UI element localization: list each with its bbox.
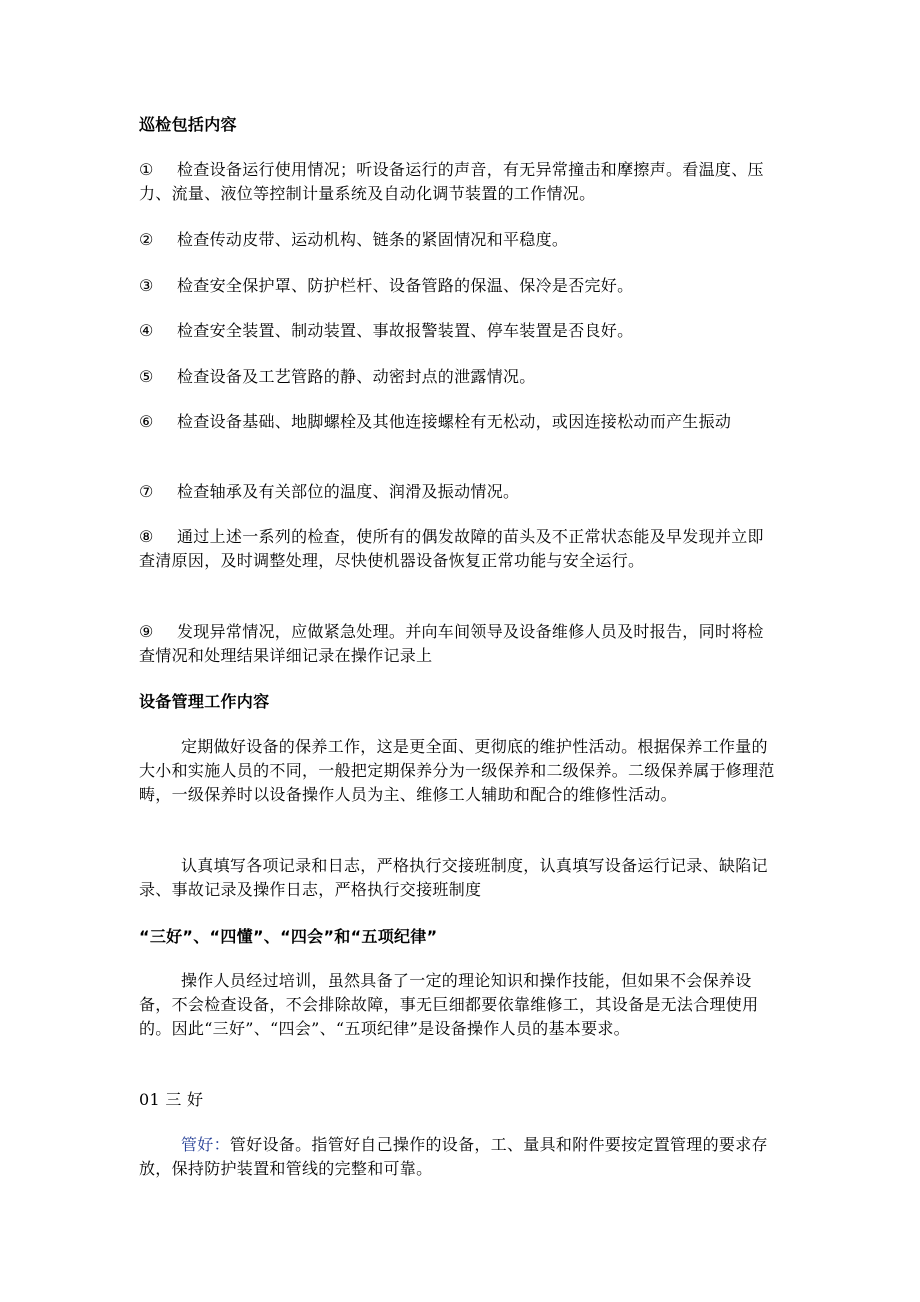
term-label: 管好： — [181, 1135, 230, 1154]
inspection-item-3 — [139, 274, 779, 298]
item-number: ⑦ — [139, 482, 154, 501]
item-number: ① — [139, 160, 154, 179]
three-good-item — [139, 1133, 779, 1181]
inspection-item-2 — [139, 228, 779, 252]
item-text: 检查传动皮带、运动机构、链条的紧固情况和平稳度。 — [177, 230, 569, 249]
item-text: 通过上述一系列的检查，使所有的偶发故障的苗头及不正常状态能及早发现并立即查清原因，及时调整处理，尽快使机器设备恢复正常功能与安全运行。 — [139, 527, 764, 570]
item-number: ④ — [139, 321, 154, 340]
item-text: 检查设备基础、地脚螺栓及其他连接螺栓有无松动，或因连接松动而产生振动 — [177, 412, 732, 431]
inspection-item-6 — [139, 410, 779, 434]
rules-paragraph: 操作人员经过培训，虽然具备了一定的理论知识和操作技能，但如果不会保养设备，不会检查设备，不会排除故障，事无巨细都要依靠维修工，其设备是无法合理使用的。因此“三好”、“四会”、“五项纪律”是设备操作人员的基本要求。 — [139, 971, 759, 1038]
inspection-item-5 — [139, 365, 779, 389]
inspection-item-7 — [139, 480, 779, 504]
item-text: 检查安全保护罩、防护栏杆、设备管路的保温、保冷是否完好。 — [177, 276, 634, 295]
inspection-item-8 — [139, 525, 779, 573]
heading-inspection: 巡检包括内容 — [139, 115, 237, 134]
management-paragraph-1: 定期做好设备的保养工作，这是更全面、更彻底的维护性活动。根据保养工作量的大小和实施人员的不同，一般把定期保养分为一级保养和二级保养。二级保养属于修理范畴，一级保养时以设备操作人员为主、维修工人辅助和配合的维修性活动。 — [139, 737, 775, 804]
item-number: ③ — [139, 276, 154, 295]
inspection-item-4 — [139, 319, 779, 343]
heading-three-good: 01 三 好 — [139, 1090, 204, 1109]
inspection-item-9 — [139, 620, 779, 668]
item-text: 检查设备运行使用情况；听设备运行的声音，有无异常撞击和摩擦声。看温度、压力、流量、液位等控制计量系统及自动化调节装置的工作情况。 — [139, 160, 764, 203]
item-number: ⑤ — [139, 367, 154, 386]
item-number: ② — [139, 230, 154, 249]
item-text: 发现异常情况，应做紧急处理。并向车间领导及设备维修人员及时报告，同时将检查情况和处理结果详细记录在操作记录上 — [139, 622, 764, 665]
item-text: 检查轴承及有关部位的温度、润滑及振动情况。 — [177, 482, 520, 501]
item-number: ⑥ — [139, 412, 154, 431]
management-paragraph-2: 认真填写各项记录和日志，严格执行交接班制度，认真填写设备运行记录、缺陷记录、事故记录及操作日志，严格执行交接班制度 — [139, 856, 768, 899]
heading-management: 设备管理工作内容 — [139, 692, 270, 711]
term-text: 管好设备。指管好自己操作的设备，工、量具和附件要按定置管理的要求存放，保持防护装置和管线的完整和可靠。 — [139, 1135, 768, 1178]
item-text: 检查安全装置、制动装置、事故报警装置、停车装置是否良好。 — [177, 321, 634, 340]
item-number: ⑨ — [139, 622, 154, 641]
item-number: ⑧ — [139, 527, 154, 546]
item-text: 检查设备及工艺管路的静、动密封点的泄露情况。 — [177, 367, 536, 386]
heading-rules: “三好”、“四懂”、“四会”和“五项纪律” — [139, 927, 438, 946]
inspection-item-1 — [139, 158, 779, 206]
